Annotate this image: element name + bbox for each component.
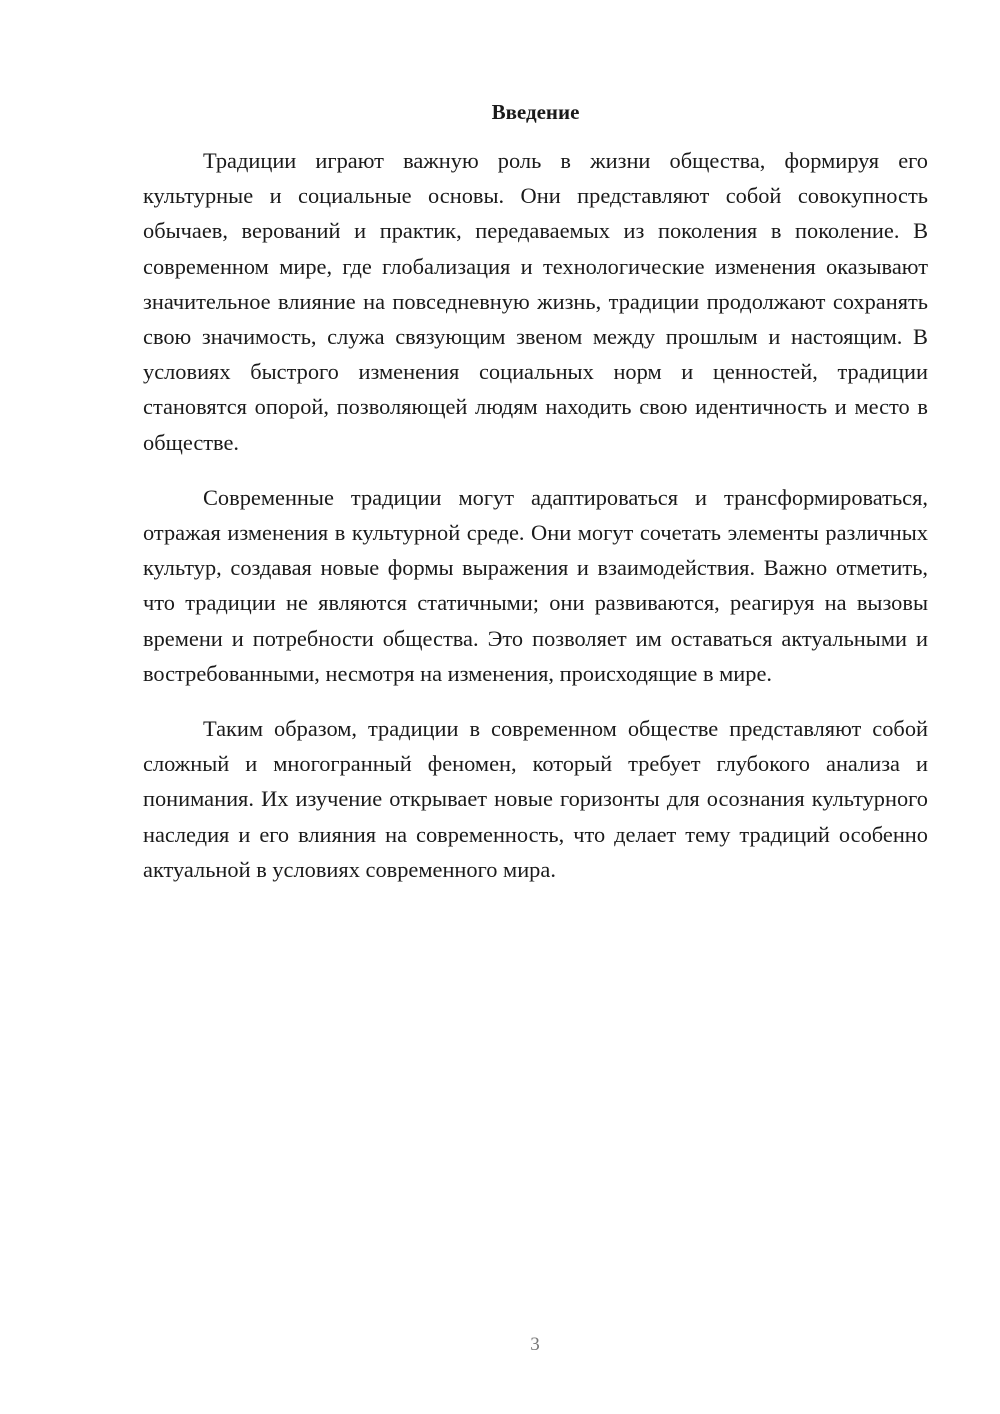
- section-heading: Введение: [491, 100, 580, 124]
- body-text: [143, 143, 928, 907]
- paragraph-2: Современные традиции могут адаптироваться и трансформироваться, отражая изменения в культурной среде. Они могут сочетать элементы различных культур, создавая новые формы выражения и взаимодействия. Важно отметить, что традиции не являются статичными; они развиваются, реагируя на вызовы времени и потребности общества. Это позволяет им оставаться актуальными и востребованными, несмотря на изменения, происходящие в мире.: [143, 484, 928, 686]
- paragraph-1: Традиции играют важную роль в жизни общества, формируя его культурные и социальные основы. Они представляют собой совокупность обычаев, верований и практик, передаваемых из поколения в поколение. В современном мире, где глобализация и технологические изменения оказывают значительное влияние на повседневную жизнь, традиции продолжают сохранять свою значимость, служа связующим звеном между прошлым и настоящим. В условиях быстрого изменения социальных норм и ценностей, традиции становятся опорой, позволяющей людям находить свою идентичность и место в обществе.: [143, 148, 928, 455]
- page-number: 3: [530, 1334, 540, 1355]
- paragraph-3: Таким образом, традиции в современном обществе представляют собой сложный и многогранный феномен, который требует глубокого анализа и понимания. Их изучение открывает новые горизонты для осознания культурного наследия и его влияния на современность, что делает тему традиций особенно актуальной в условиях современного мира.: [143, 716, 928, 882]
